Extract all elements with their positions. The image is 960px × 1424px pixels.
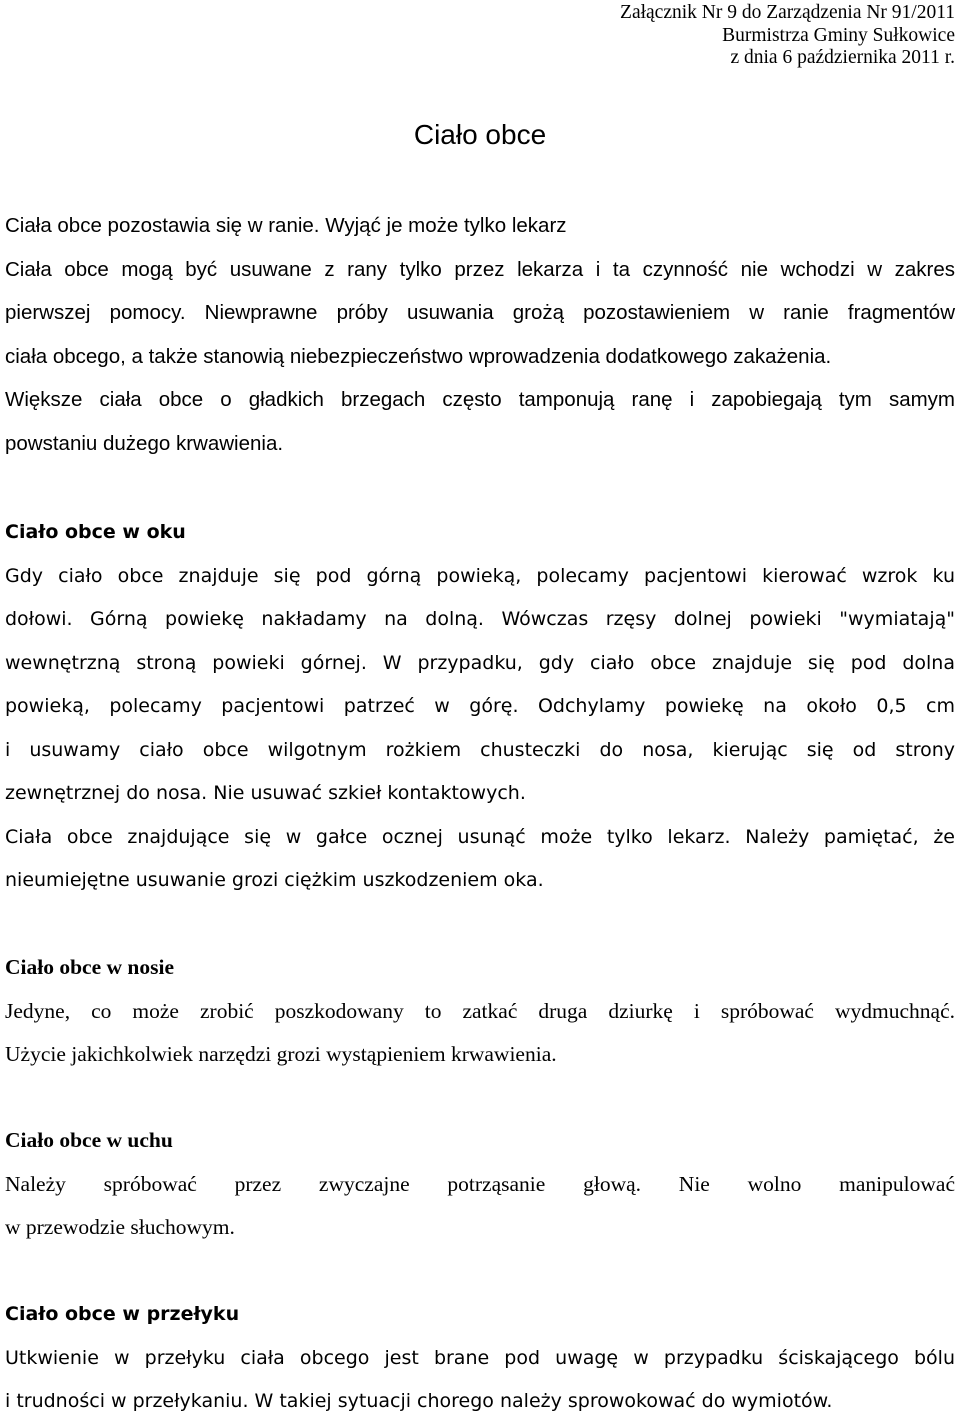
section-heading: Ciało obce w przełyku <box>5 1303 240 1325</box>
paragraph-line: zewnętrznej do nosa. Nie usuwać szkieł kontaktowych. <box>5 782 526 804</box>
paragraph-line: Gdy ciało obce znajduje się pod górną powieką, polecamy pacjentowi kierować wzrok ku <box>5 564 955 587</box>
paragraph-line: dołowi. Górną powiekę nakładamy na dolną. Wówczas rzęsy dolnej powieki "wymiatają" <box>5 608 955 630</box>
paragraph-line: nieumiejętne usuwanie grozi ciężkim uszkodzeniem oka. <box>5 869 544 891</box>
paragraph-line: Ciała obce mogą być usuwane z rany tylko przez lekarza i ta czynność nie wchodzi w zakres <box>5 257 955 281</box>
section-esophagus <box>5 1293 955 1424</box>
paragraph-line: Należy spróbować przez zwyczajne potrząsanie głową. Nie wolno manipulować <box>5 1171 955 1196</box>
paragraph-line: Ciała obce pozostawia się w ranie. Wyjąć je może tylko lekarz <box>5 214 567 237</box>
paragraph-line: Większe ciała obce o gładkich brzegach często tamponują ranę i zapobiegają tym samym <box>5 388 955 411</box>
page-title: Ciało obce <box>413 119 547 150</box>
paragraph-line: Użycie jakichkolwiek narzędzi grozi wystąpieniem krwawienia. <box>5 1042 557 1066</box>
paragraph-line: i trudności w przełykaniu. W takiej sytuacji chorego należy sprowokować do wymiotów. <box>5 1390 833 1412</box>
section-intro <box>5 204 955 465</box>
header-line-date: z dnia 6 października 2011 r. <box>730 47 955 68</box>
paragraph-line: powieką, polecamy pacjentowi patrzeć w górę. Odchylamy powiekę na około 0,5 cm <box>5 695 955 717</box>
section-nose <box>5 946 955 1077</box>
section-heading: Ciało obce w nosie <box>5 955 175 979</box>
paragraph-line: ciała obcego, a także stanowią niebezpieczeństwo wprowadzenia dodatkowego zakażenia. <box>5 344 832 368</box>
header-line-annex: Załącznik Nr 9 do Zarządzenia Nr 91/2011 <box>620 2 955 23</box>
paragraph-line: wewnętrzną stroną powieki górnej. W przypadku, gdy ciało obce znajduje się pod dolna <box>5 651 955 674</box>
section-ear <box>5 1119 955 1250</box>
paragraph-line: Jedyne, co może zrobić poszkodowany to zatkać druga dziurkę i spróbować wydmuchnąć. <box>5 998 955 1023</box>
paragraph-line: w przewodzie słuchowym. <box>5 1215 235 1239</box>
document-header <box>620 2 955 70</box>
section-heading: Ciało obce w uchu <box>5 1128 173 1152</box>
paragraph-line: i usuwamy ciało obce wilgotnym rożkiem chusteczki do nosa, kierując się od strony <box>5 738 955 761</box>
paragraph-line: pierwszej pomocy. Niewprawne próby usuwania grożą pozostawieniem w ranie fragmentów <box>5 301 955 324</box>
paragraph-line: powstaniu dużego krwawienia. <box>5 431 284 455</box>
paragraph-line: Ciała obce znajdujące się w gałce ocznej usunąć może tylko lekarz. Należy pamiętać, że <box>5 825 955 848</box>
paragraph-line: Utkwienie w przełyku ciała obcego jest brane pod uwagę w przypadku ściskającego bólu <box>5 1346 955 1369</box>
header-line-mayor: Burmistrza Gminy Sułkowice <box>722 24 955 46</box>
section-eye <box>5 511 955 903</box>
section-heading: Ciało obce w oku <box>5 521 186 543</box>
